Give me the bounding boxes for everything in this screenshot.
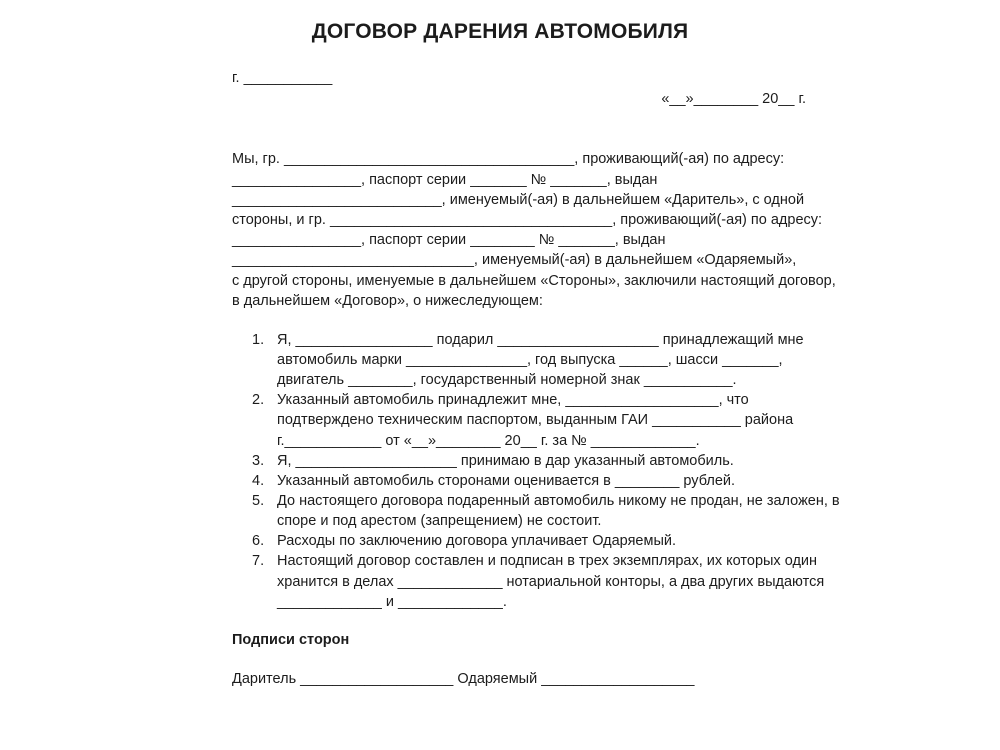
- intro-line: ______________________________, именуемый(-ая) в дальнейшем «Одаряемый»,: [232, 252, 797, 268]
- clause-number: 7.: [252, 553, 265, 569]
- clause-line: Настоящий договор составлен и подписан в трех экземплярах, их которых один: [277, 553, 818, 569]
- clause-line: Я, ____________________ принимаю в дар указанный автомобиль.: [277, 453, 734, 469]
- clause-number: 1.: [252, 332, 265, 348]
- intro-line: __________________________, именуемый(-ая) в дальнейшем «Даритель», с одной: [232, 192, 805, 208]
- intro-line: ________________, паспорт серии ________ № _______, выдан: [232, 232, 666, 248]
- clause-line: Указанный автомобиль сторонами оценивается в ________ рублей.: [277, 473, 736, 489]
- intro-line: с другой стороны, именуемые в дальнейшем «Стороны», заключили настоящий договор,: [232, 273, 836, 289]
- intro-line: стороны, и гр. ___________________________________, проживающий(-ая) по адресу:: [232, 212, 823, 228]
- clause-line: автомобиль марки _______________, год выпуска ______, шасси _______,: [277, 352, 783, 368]
- intro-line: Мы, гр. ____________________________________, проживающий(-ая) по адресу:: [232, 151, 785, 167]
- clause-number: 2.: [252, 392, 265, 408]
- signatures-heading: Подписи сторон: [232, 632, 350, 648]
- clause-number: 5.: [252, 493, 265, 509]
- clause-line: Я, _________________ подарил ____________________ принадлежащий мне: [277, 332, 804, 348]
- clause-line: Указанный автомобиль принадлежит мне, ___________________, что: [277, 392, 749, 408]
- clause-number: 3.: [252, 453, 265, 469]
- date-line: «__»________ 20__ г.: [661, 91, 806, 107]
- intro-line: в дальнейшем «Договор», о нижеследующем:: [232, 293, 543, 309]
- signatures-line: Даритель ___________________ Одаряемый ___________________: [232, 671, 695, 687]
- clause-line: До настоящего договора подаренный автомобиль никому не продан, не заложен, в: [277, 493, 840, 509]
- clause-line: _____________ и _____________.: [277, 594, 507, 610]
- document-title: ДОГОВОР ДАРЕНИЯ АВТОМОБИЛЯ: [311, 20, 689, 43]
- clause-line: Расходы по заключению договора уплачивает Одаряемый.: [277, 533, 677, 549]
- clause-line: подтверждено техническим паспортом, выданным ГАИ ___________ района: [277, 412, 794, 428]
- clause-line: споре и под арестом (запрещением) не состоит.: [277, 513, 602, 529]
- intro-line: ________________, паспорт серии _______ № _______, выдан: [232, 172, 658, 188]
- clause-line: двигатель ________, государственный номерной знак ___________.: [277, 372, 737, 388]
- clause-line: хранится в делах _____________ нотариальной конторы, а два других выдаются: [277, 574, 825, 590]
- clause-number: 6.: [252, 533, 265, 549]
- clause-number: 4.: [252, 473, 265, 489]
- city-line: г. ___________: [232, 70, 333, 86]
- clause-line: г.____________ от «__»________ 20__ г. за № _____________.: [277, 433, 700, 449]
